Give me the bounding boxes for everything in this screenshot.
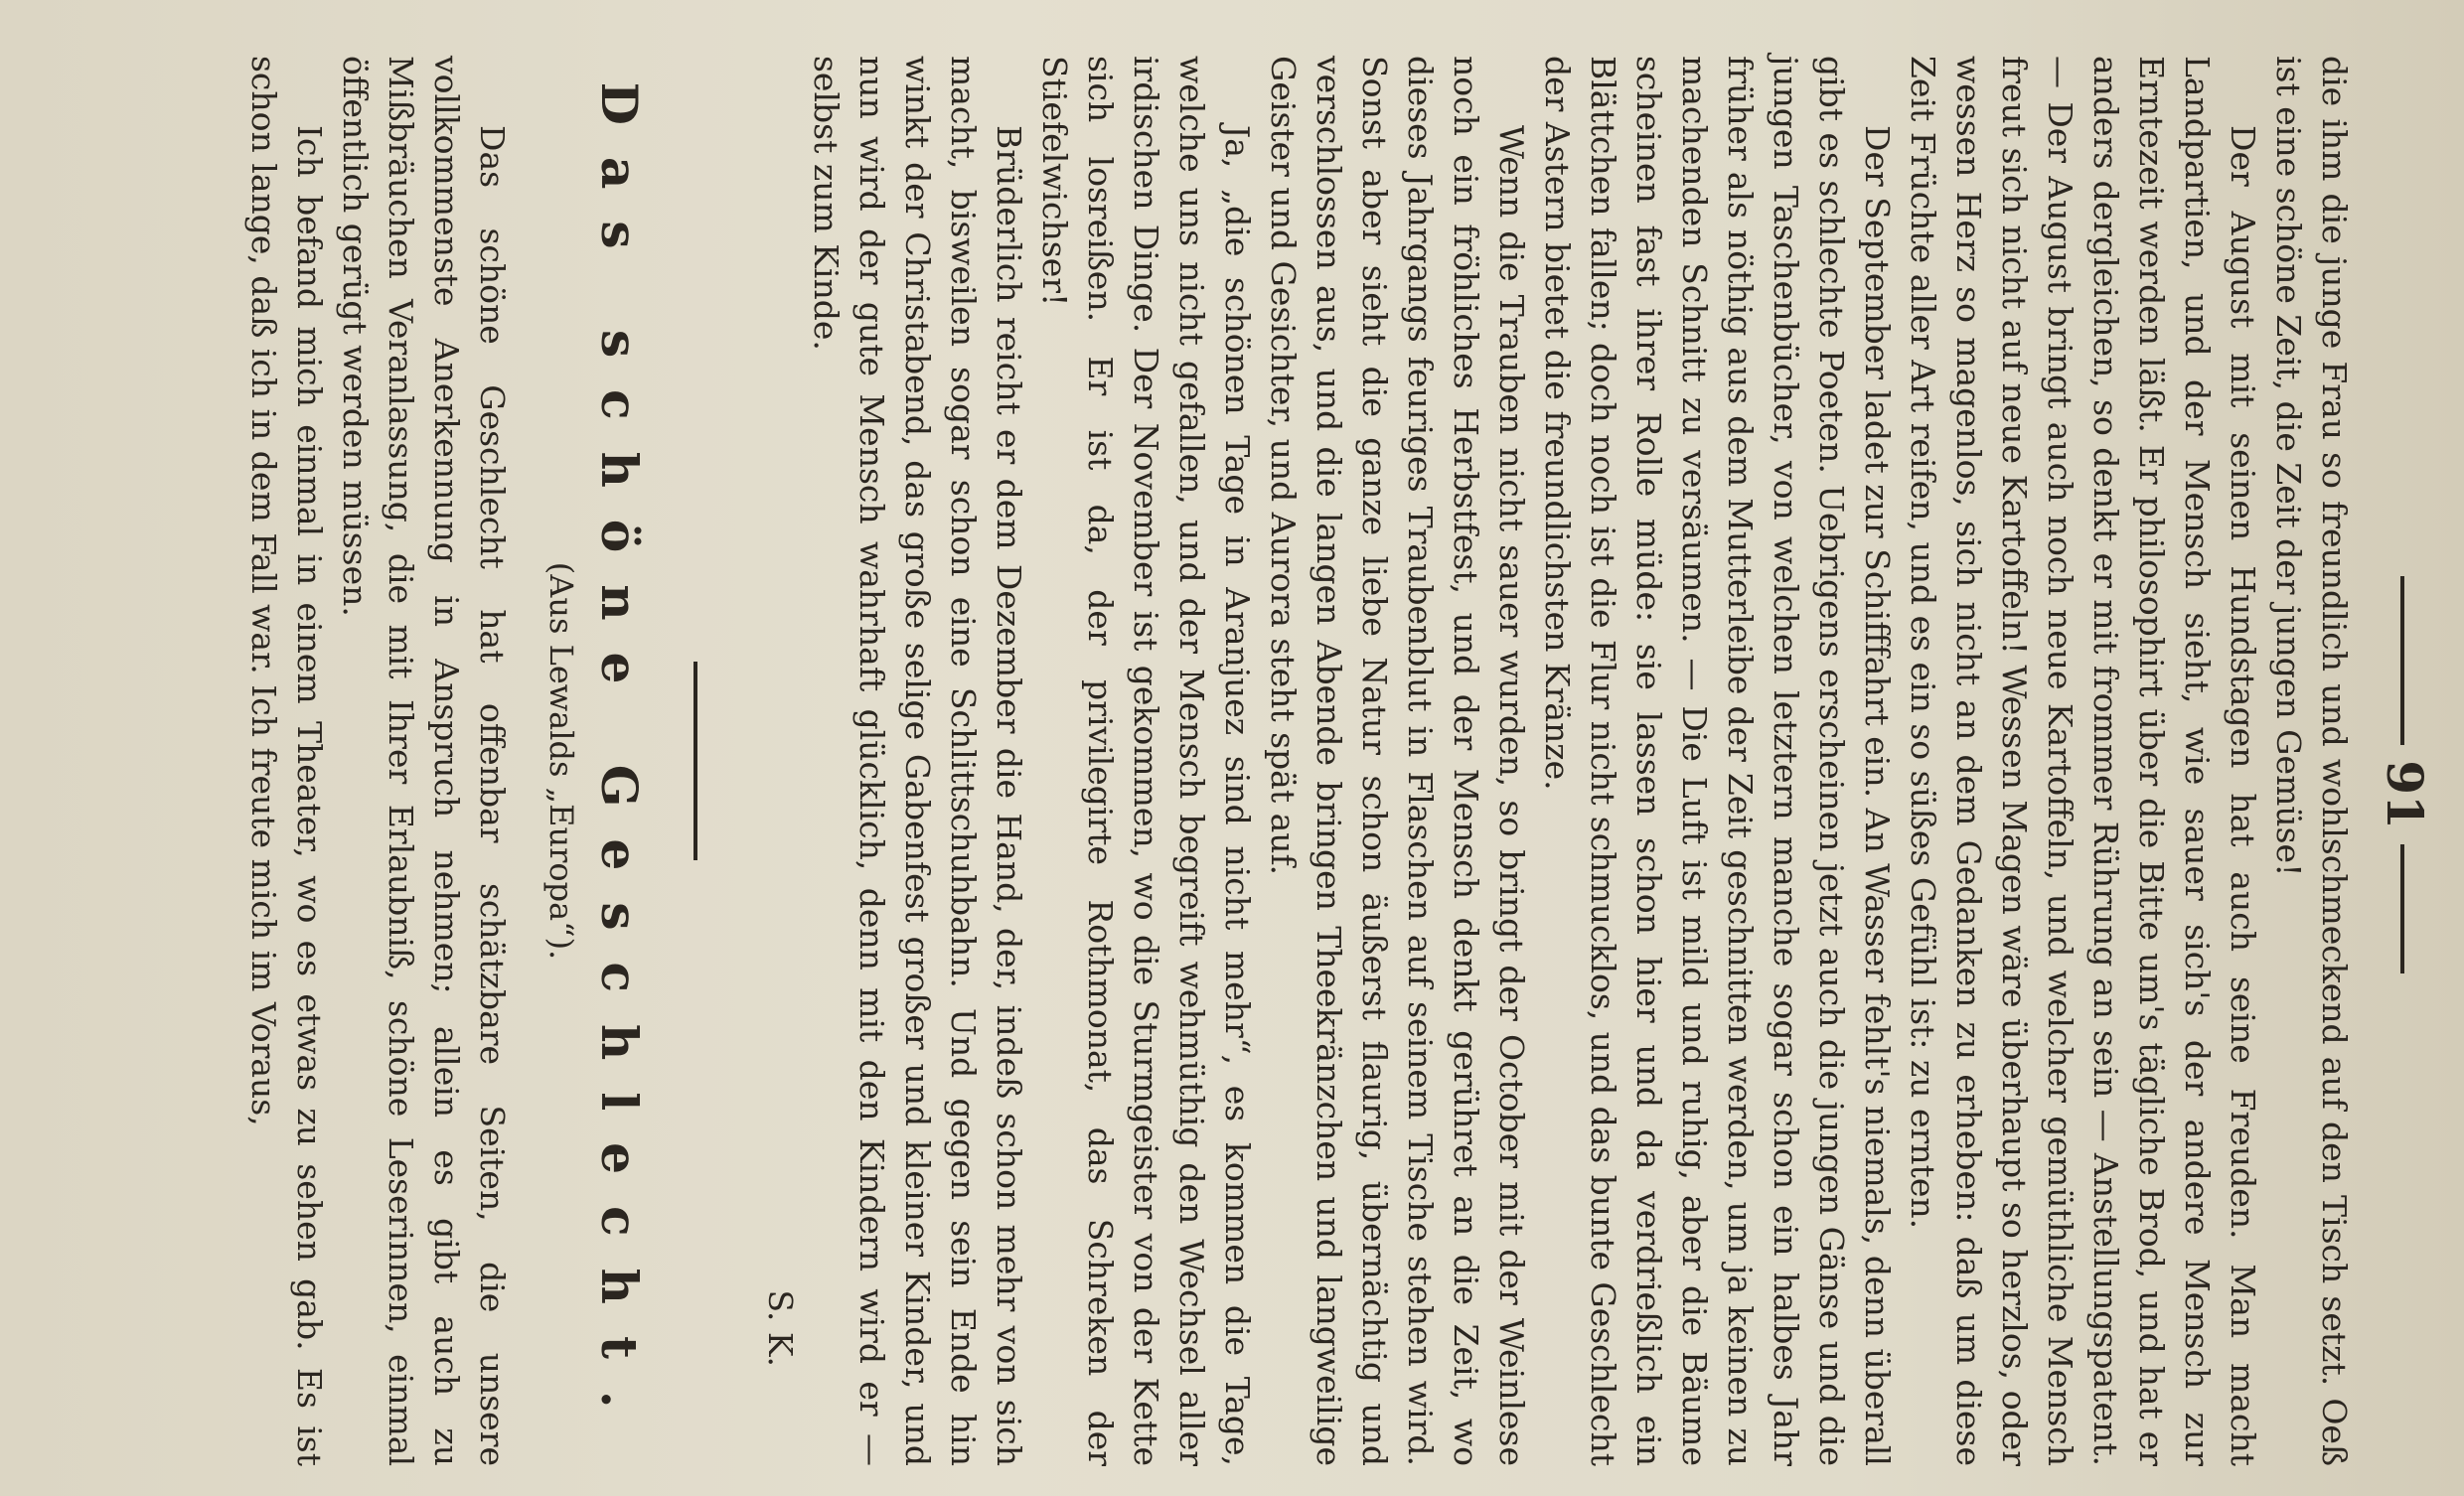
article-source: (Aus Lewalds „Europa“).: [542, 561, 580, 961]
paragraph: Wenn die Trauben nicht sauer wurden, so bringt der October mit der Weinlese noch ein fröhliches Herbstfest, und der Mensch denkt gerühret an die Zeit, wo dieses Jahrgangs feuriges Traubenblut in Flaschen auf seinem Tische stehen wird. Sonst aber sieht die ganze liebe Natur schon äußerst flaurig, übernächtig und verschlossen aus, und die langen Abende bringen Theekränzchen und langweilige Geister und Gesichter, und Aurora steht spät auf.: [1264, 56, 1531, 1466]
paragraph: Das schöne Geschlecht hat offenbar schätzbare Seiten, die unsere vollkommenste Anerkennung in Anspruch nehmen; allein es gibt auch zu Mißbräuchen Veranlassung, die mit Ihrer Erlaubniß, schöne Leserinnen, einmal öffentlich gerügt werden müssen.: [336, 56, 512, 1466]
paragraph: Der August mit seinen Hundstagen hat auch seine Freuden. Man macht Landpartien, und der Mensch sieht, wie sauer sich's der andere Mensch zur Erntezeit werden läßt. Er philosophirt über die Bitte um's tägliche Brod, und hat er anders dergleichen, so denkt er mit frommer Rührung an sein — Anstellungspatent. — Der August bringt auch noch neue Kartoffeln, und welcher gemüthliche Mensch freut sich nicht auf neue Kartoffeln! Wessen Magen wäre überhaupt so herzlos, oder wessen Herz so magenlos, sich nicht an dem Gedanken zu erheben: daß um diese Zeit Früchte aller Art reifen, und es ein so süßes Gefühl ist: zu ernten.: [1904, 56, 2262, 1466]
header-rule-right: [2400, 844, 2404, 973]
paragraph: Ja, „die schönen Tage in Aranjuez sind nicht mehr“, es kommen die Tage, welche uns nicht gefallen, und der Mensch begreift wehmüthig den Wechsel aller irdischen Dinge. Der November ist gekommen, wo die Sturmgeister von der Kette sich losreißen. Er ist da, der privilegirte Rothmonat, das Schreken der Stiefelwichser!: [1035, 56, 1257, 1466]
signature: S. K.: [761, 1289, 800, 1367]
header-rule-left: [2400, 576, 2404, 745]
page-header: [2365, 0, 2444, 1496]
article-title: Das schöne Geschlecht.: [590, 81, 649, 1440]
paragraph: die ihm die junge Frau so freundlich und wohlschmeckend auf den Tisch setzt. Oeß ist eine schöne Zeit, die Zeit der jungen Gemüse!: [2269, 56, 2354, 1466]
paragraph: Der September ladet zur Schifffahrt ein. An Wasser fehlt's niemals, denn überall gibt es schlechte Poeten. Uebrigens erscheinen jetzt auch die jungen Gänse und die jungen Taschenbücher, von welchen letztern manche sogar schon ein halbes Jahr früher als nöthig aus dem Mutterleibe der Zeit geschnitten werden, um ja keinen zu machenden Schnitt zu versäumen. — Die Luft ist mild und ruhig, aber die Bäume scheinen fast ihrer Rolle müde: sie lassen schon hier und da verdrießlich ein Blättchen fallen; doch noch ist die Flur nicht schmucklos, und das bunte Geschlecht der Astern bietet die freundlichsten Kränze.: [1538, 56, 1897, 1466]
section-divider: [693, 662, 697, 860]
paragraph: Brüderlich reicht er dem Dezember die Hand, der, indeß schon mehr von sich macht, bisweilen sogar schon eine Schlittschuhbahn. Und gegen sein Ende hin winkt der Christabend, das große selige Gabenfest großer und kleiner Kinder, und nun wird der gute Mensch wahrhaft glücklich, denn mit den Kindern wird er — selbst zum Kinde.: [807, 56, 1028, 1466]
page-number: 91: [2376, 760, 2434, 829]
paragraph: Ich befand mich einmal in einem Theater, wo es etwas zu sehen gab. Es ist schon lange, daß ich in dem Fall war. Ich freute mich im Voraus,: [244, 56, 329, 1466]
article-body: [240, 56, 2357, 1466]
